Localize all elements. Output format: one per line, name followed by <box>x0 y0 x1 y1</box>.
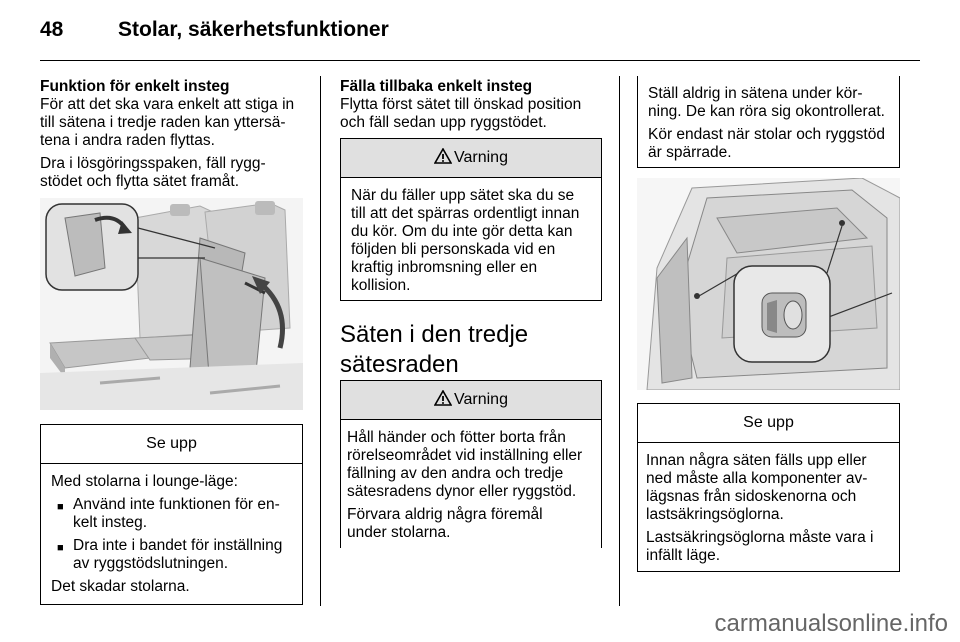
warning-triangle-icon <box>434 148 452 169</box>
text-line: är spärrade. <box>648 144 732 161</box>
caution-box-lounge <box>40 424 303 605</box>
page-number: 48 <box>40 18 64 41</box>
text-line: lägsnas från sidoskenorna och <box>646 488 857 505</box>
text-line: av ryggstödslutningen. <box>73 555 229 572</box>
warning-text-1 <box>347 429 599 501</box>
text-line: du kör. Om du inte gör detta kan <box>351 223 573 240</box>
text-line: Lastsäkringsöglorna måste vara i <box>646 529 874 546</box>
text-line: under stolarna. <box>347 524 451 541</box>
cargo-illustration <box>637 178 900 390</box>
text-line: Förvara aldrig några föremål <box>347 506 543 523</box>
para-easy-entry-2 <box>40 155 308 191</box>
text-line: Flytta först sätet till önskad position <box>340 96 582 113</box>
header-rule <box>40 60 920 61</box>
caution-title: Se upp <box>41 425 302 464</box>
text-line: Innan några säten fälls upp eller <box>646 452 867 469</box>
text-line: sätesradens dynor eller ryggstöd. <box>347 483 577 500</box>
continuation-text-1 <box>648 85 893 121</box>
text-line: När du fäller upp sätet ska du se <box>351 187 575 204</box>
text-line: ning. De kan röra sig okontrollerat. <box>648 103 885 120</box>
text-line: tena i andra raden flyttas. <box>40 132 215 149</box>
list-item <box>51 537 292 573</box>
para-easy-entry-1 <box>40 96 308 150</box>
seat-illustration <box>40 198 303 410</box>
list-item <box>51 496 292 532</box>
warning-title <box>341 139 601 178</box>
warning-text-2 <box>347 506 599 542</box>
caution-intro: Med stolarna i lounge-läge: <box>51 473 238 490</box>
warning-text <box>351 187 591 295</box>
text-line: och fäll sedan upp ryggstödet. <box>340 114 547 131</box>
page-header <box>40 18 389 42</box>
text-line: Håll händer och fötter borta från <box>347 429 566 446</box>
text-line: Säten i den tredje <box>340 321 529 348</box>
warning-box-hands-feet <box>340 380 602 548</box>
section-title-third-row <box>340 320 602 380</box>
text-line: lastsäkringsöglorna. <box>646 506 784 523</box>
seat-folding-image <box>40 198 303 410</box>
text-line: infällt läge. <box>646 547 721 564</box>
page-title: Stolar, säkerhetsfunktioner <box>118 18 389 41</box>
warning-title-text: Varning <box>454 391 508 408</box>
warning-body <box>341 178 601 310</box>
column-divider-2 <box>619 76 620 606</box>
caution-outro: Det skadar stolarna. <box>51 578 190 595</box>
text-line: Ställ aldrig in sätena under kör- <box>648 85 863 102</box>
caution-body <box>41 464 302 611</box>
caution-box-cargo <box>637 403 900 572</box>
text-line: sätesraden <box>340 351 459 378</box>
bullet-text <box>73 537 282 573</box>
text-line: Använd inte funktionen för en- <box>73 496 280 513</box>
warning-title-text: Varning <box>454 149 508 166</box>
bullet-text <box>73 496 280 532</box>
text-line: ned måste alla komponenter av- <box>646 470 868 487</box>
bullet-square-icon: ■ <box>57 501 64 513</box>
caution-body <box>638 443 899 580</box>
text-line: Dra inte i bandet för inställning <box>73 537 283 554</box>
text-line: kelt insteg. <box>73 514 148 531</box>
heading-fold-back: Fälla tillbaka enkelt insteg <box>340 78 533 95</box>
heading-easy-entry: Funktion för enkelt insteg <box>40 78 230 95</box>
warning-continuation-box <box>637 76 900 168</box>
text-line: kollision. <box>351 277 411 294</box>
text-line: följden bli personskada vid en <box>351 241 556 258</box>
warning-box-seat-lock <box>340 138 602 301</box>
continuation-text-2 <box>648 126 893 162</box>
text-line: kraftig inbromsning eller en <box>351 259 538 276</box>
text-line: till sätena i tredje raden kan yttersä- <box>40 114 286 131</box>
watermark: carmanualsonline.info <box>714 610 948 637</box>
column-divider-1 <box>320 76 321 606</box>
caution-text-2 <box>646 529 895 565</box>
warning-body <box>341 420 601 557</box>
bullet-square-icon: ■ <box>57 542 64 554</box>
warning-triangle-icon <box>434 390 452 411</box>
text-line: Dra i lösgöringsspaken, fäll rygg- <box>40 155 266 172</box>
column-2 <box>340 78 602 132</box>
para-fold-back <box>340 96 602 132</box>
warning-title <box>341 381 601 420</box>
text-line: till att det spärras ordentligt innan <box>351 205 580 222</box>
column-1 <box>40 78 308 191</box>
text-line: Kör endast när stolar och ryggstöd <box>648 126 885 143</box>
text-line: stödet och flytta sätet framåt. <box>40 173 240 190</box>
text-line: För att det ska vara enkelt att stiga in <box>40 96 295 113</box>
text-line: rörelseområdet vid inställning eller <box>347 447 583 464</box>
cargo-eyelet-image <box>637 178 900 390</box>
text-line: fällning av den andra och tredje <box>347 465 564 482</box>
caution-title: Se upp <box>638 404 899 443</box>
caution-text-1 <box>646 452 895 524</box>
